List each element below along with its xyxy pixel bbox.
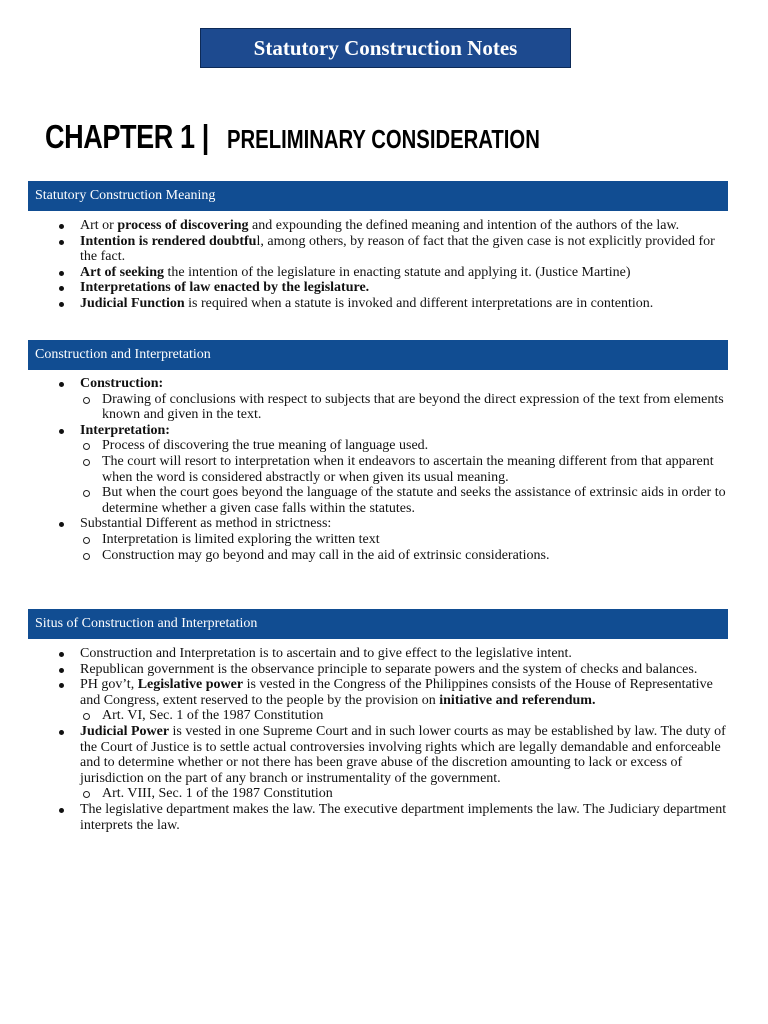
sub-list-item: Art. VI, Sec. 1 of the 1987 Constitution [57, 708, 727, 724]
list-item: Intention is rendered doubtful, among others, by reason of fact that the given case is not explicitly provided for the fact. [57, 234, 727, 265]
chapter-number: CHAPTER 1 | [45, 118, 209, 155]
section-heading-situs: Situs of Construction and Interpretation [28, 609, 728, 639]
section-heading-meaning: Statutory Construction Meaning [28, 181, 728, 211]
sub-list-item: But when the court goes beyond the language of the statute and seeks the assistance of extrinsic aids in order to determine whether a given case falls within the statutes. [57, 485, 727, 516]
sub-list-item: The court will resort to interpretation when it endeavors to ascertain the meaning different from that apparent when the word is considered abstractly or when given its usual meaning. [57, 454, 727, 485]
list-item: Republican government is the observance principle to separate powers and the system of checks and balances. [57, 662, 727, 678]
sub-list [57, 438, 727, 516]
chapter-title: PRELIMINARY CONSIDERATION [227, 124, 541, 154]
document-title: Statutory Construction Notes [200, 28, 571, 68]
sub-list [57, 532, 727, 563]
list-item: Art of seeking the intention of the legislature in enacting statute and applying it. (Justice Martine) [57, 265, 727, 281]
sub-list-item: Drawing of conclusions with respect to subjects that are beyond the direct expression of the text from elements known and given in the text. [57, 392, 727, 423]
situs-list [57, 646, 727, 833]
list-item: Judicial Power is vested in one Supreme Court and in such lower courts as may be established by law. The duty of the Court of Justice is to settle actual controversies involving rights which are legally demandable and enforceable and to determine whether or not there has been grave abuse of the discretion amounting to lack or excess of jurisdiction on the part of any branch or instrumentality of the government. Art. VIII, Sec. 1 of the 1987 Constitution [57, 724, 727, 802]
list-item: Judicial Function is required when a statute is invoked and different interpretations are in contention. [57, 296, 727, 312]
list-item: Interpretation: Process of discovering the true meaning of language used. The court will resort to interpretation when it endeavors to ascertain the meaning different from that apparent when the word is considered abstractly or when given its usual meaning. But when the court goes beyond the language of the statute and seeks the assistance of extrinsic aids in order to determine whether a given case falls within the statutes. [57, 423, 727, 517]
sub-list-item: Interpretation is limited exploring the written text [57, 532, 727, 548]
list-item: Interpretations of law enacted by the legislature. [57, 280, 727, 296]
sub-list [57, 708, 727, 724]
sub-list [57, 786, 727, 802]
list-item: Art or process of discovering and expounding the defined meaning and intention of the authors of the law. [57, 218, 727, 234]
list-item: Substantial Different as method in strictness: Interpretation is limited exploring the written text Construction may go beyond and may call in the aid of extrinsic considerations. [57, 516, 727, 563]
chapter-heading [45, 118, 629, 162]
sub-list-item: Construction may go beyond and may call in the aid of extrinsic considerations. [57, 548, 727, 564]
sub-list-item: Process of discovering the true meaning of language used. [57, 438, 727, 454]
list-item: The legislative department makes the law. The executive department implements the law. The Judiciary department interprets the law. [57, 802, 727, 833]
sub-list-item: Art. VIII, Sec. 1 of the 1987 Constitution [57, 786, 727, 802]
list-item: PH gov’t, Legislative power is vested in the Congress of the Philippines consists of the House of Representative and Congress, extent reserved to the people by the provision on initiative and referendum. Art. VI, Sec. 1 of the 1987 Constitution [57, 677, 727, 724]
meaning-list [57, 218, 727, 312]
construction-interpretation-list [57, 376, 727, 563]
list-item: Construction and Interpretation is to ascertain and to give effect to the legislative intent. [57, 646, 727, 662]
list-item: Construction: Drawing of conclusions with respect to subjects that are beyond the direct expression of the text from elements known and given in the text. [57, 376, 727, 423]
section-heading-construction-interpretation: Construction and Interpretation [28, 340, 728, 370]
sub-list [57, 392, 727, 423]
